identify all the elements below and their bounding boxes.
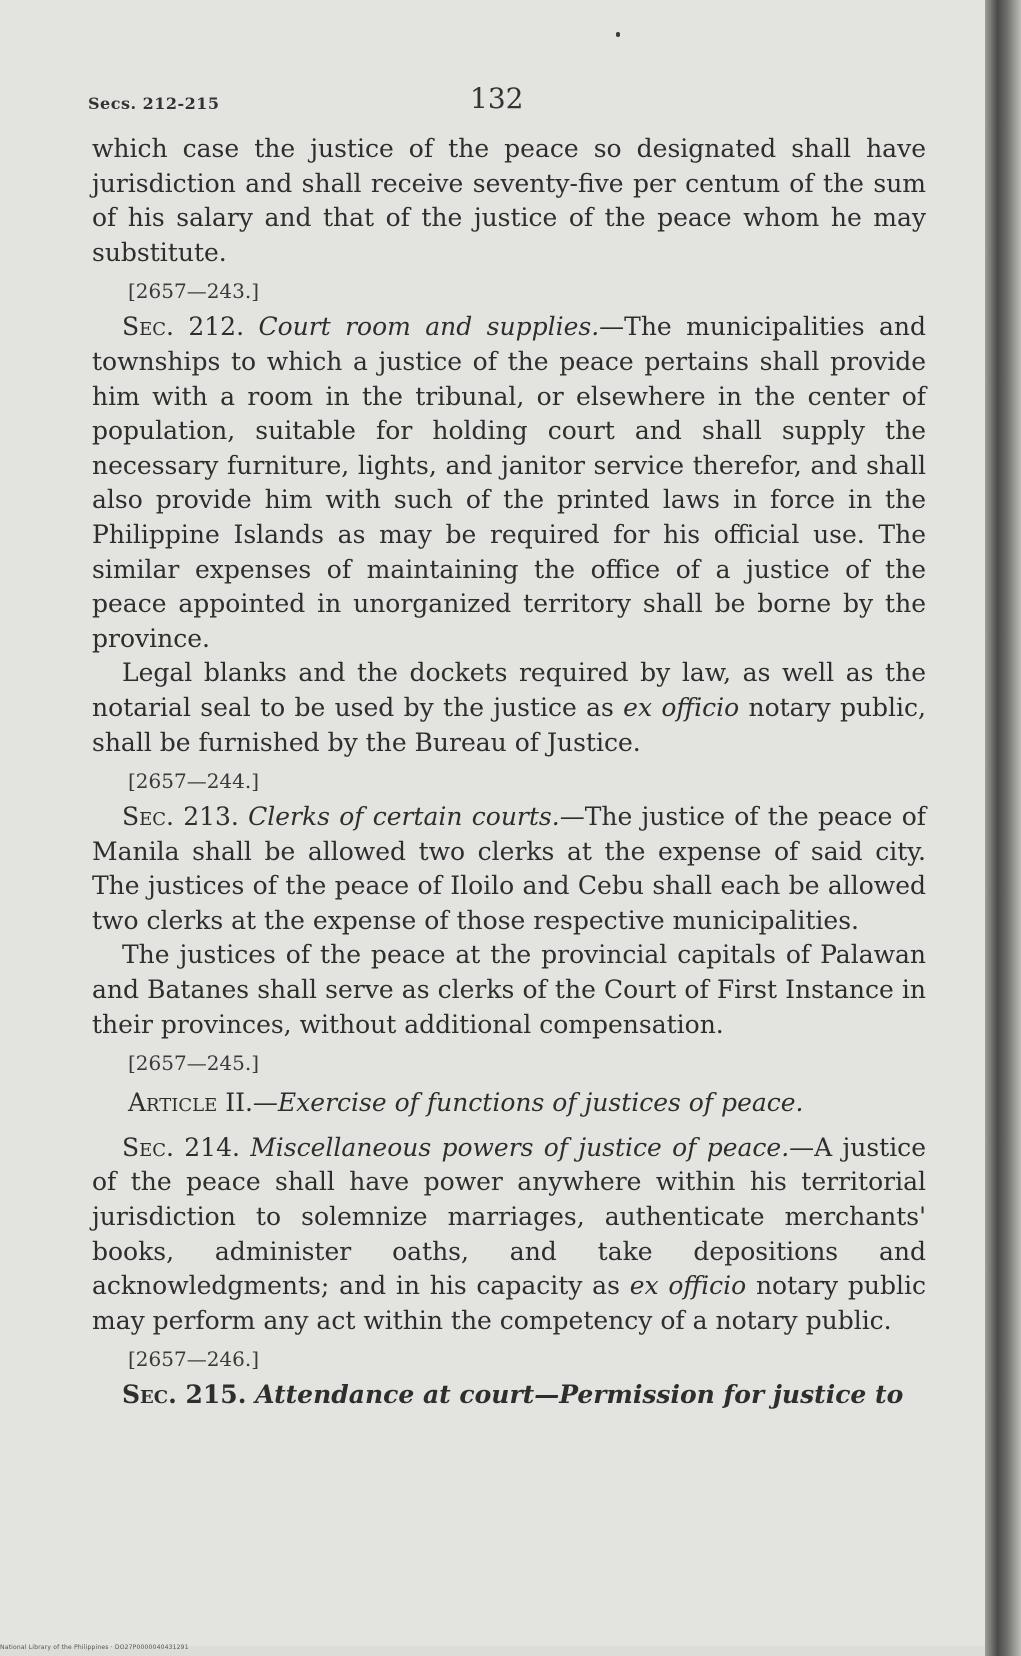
section-215 [92,1378,926,1413]
section-text: —The justice of the peace of Manila shall be allowed two clerks at the expense of said city. The justices of the peace of Iloilo and Cebu shall each be allowed two clerks at the expense of those respective municipalities. [92,802,926,935]
section-title: Court room and supplies. [258,312,600,342]
page-body [92,132,926,1413]
dust-speck [616,32,620,37]
text-run: notary public may perform any act within the competency of a notary public. [92,1271,927,1335]
article-label: Article II. [128,1088,253,1118]
section-number: Sec. 212. [122,312,245,342]
citation-244: [2657—244.] [128,769,260,794]
scan-credit: National Library of the Philippines · DO27P0000040431291 [0,1644,189,1651]
section-213-paragraph-2: The justices of the peace at the provincial capitals of Palawan and Batanes shall serve as clerks of the Court of First Instance in their provinces, without additional compensation. [92,940,926,1039]
citation-243: [2657—243.] [128,279,260,304]
section-number: Sec. 215. [122,1380,247,1410]
continuation-paragraph: which case the justice of the peace so designated shall have jurisdiction and shall receive seventy-five per centum of the sum of his salary and that of the justice of the peace whom he may substitute. [92,134,926,267]
latin-term: ex officio [623,692,740,722]
page-number: 132 [470,82,524,115]
section-text: —The municipalities and townships to which a justice of the peace pertains shall provide him with a room in the tribunal, or elsewhere in the center of population, suitable for holding court and shall supply the necessary furniture, lights, and janitor service therefor, and shall also provide him with such of the printed laws in force in the Philippine Islands as may be required for his official use. The similar expenses of maintaining the office of a justice of the peace appointed in unorganized territory shall be borne by the province. [92,312,926,653]
section-title: Attendance at court—Permission for justice to [255,1380,904,1410]
section-number: Sec. 213. [122,802,239,832]
section-range-label: Secs. 212-215 [88,94,220,113]
text-run: Legal blanks and the dockets required by law, as well as the notarial seal to be used by the justice as [92,658,926,722]
article-title: —Exercise of functions of justices of peace. [252,1088,804,1118]
latin-term: ex officio [629,1271,747,1301]
text-run: notary public, shall be furnished by the Bureau of Justice. [92,692,927,757]
section-212 [92,310,926,656]
section-number: Sec. 214. [122,1132,240,1162]
book-spine-edge [985,0,1021,1656]
section-title: Clerks of certain courts. [248,802,560,832]
section-212-paragraph-2 [92,656,926,760]
section-213 [92,800,926,938]
text-run: —A justice of the peace shall have power anywhere within his territorial jurisdiction to solemnize marriages, authenticate merchants' books, administer oaths, and take depositions and acknowledgments; and in his capacity as [92,1132,926,1301]
citation-245: [2657—245.] [128,1051,260,1076]
section-214 [92,1131,926,1339]
article-heading [128,1086,926,1121]
citation-246: [2657—246.] [128,1347,260,1372]
section-title: Miscellaneous powers of justice of peace. [250,1132,790,1162]
page-header [88,82,928,118]
